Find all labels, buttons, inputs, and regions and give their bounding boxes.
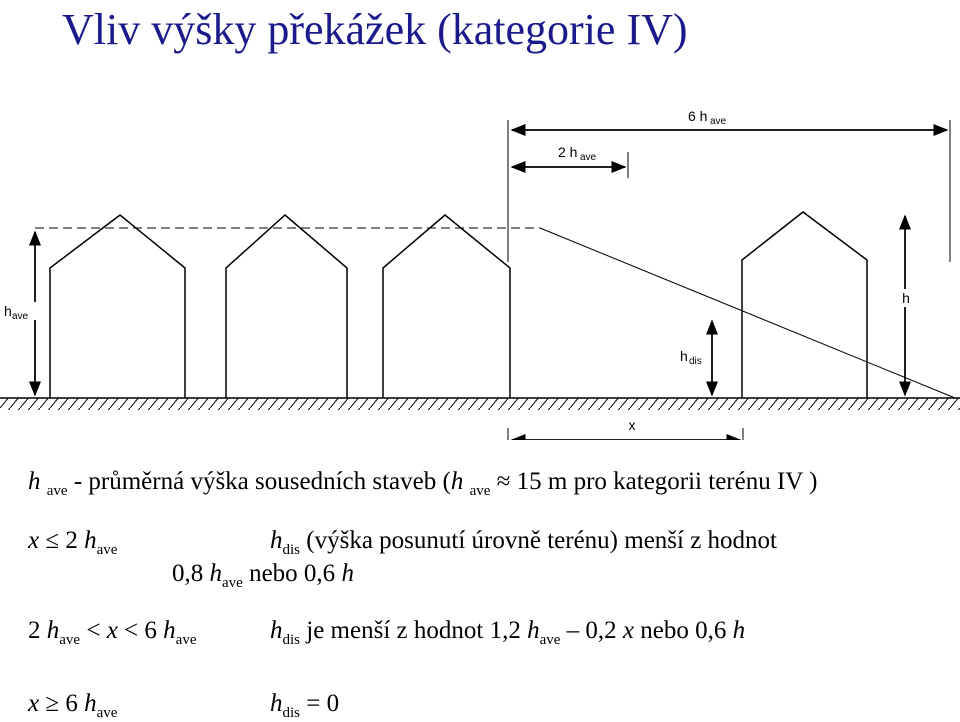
- label-6h-ave-sub: ave: [710, 116, 727, 127]
- building-2: [226, 215, 347, 398]
- label-x: x: [628, 417, 636, 433]
- ground: [0, 398, 960, 410]
- dimension-h-dis: [680, 321, 712, 395]
- rule-2-condition: 2 $h_{ave} < x < 6$ $h_{ave}$: [28, 617, 197, 648]
- label-2h-ave: 2 h: [558, 144, 578, 160]
- label-2h-ave-sub: ave: [580, 152, 597, 163]
- building-4: [742, 212, 867, 398]
- dimension-h-ave: [2, 232, 38, 395]
- label-h-ave: h: [4, 303, 12, 319]
- rule-1-result-line2: 0,8 $h_{ave}$ nebo 0,6 h: [172, 560, 354, 591]
- label-h-dis: h: [680, 348, 688, 364]
- dimension-6h-ave: [508, 108, 950, 262]
- definition-h-ave: h $_{ave}$ - průměrná výška sousedních staveb (h $_{ave}$ ≈ 15 m pro kategorii terénu IV ): [28, 468, 818, 499]
- building-3: [383, 215, 510, 398]
- displacement-slope-line: [540, 228, 955, 398]
- label-6h-ave: 6 h: [688, 108, 708, 124]
- rule-1-condition: x ≤ 2 $h_{ave}$: [28, 527, 118, 558]
- dimension-2h-ave: [512, 144, 628, 178]
- rule-2-result: $h_{dis}$ je menší z hodnot 1,2 $h_{ave} - 0,2$ x nebo 0,6 h: [270, 617, 746, 648]
- rule-3-condition: x ≥ 6 $h_{ave}$: [28, 690, 118, 721]
- rule-3-result: $h_{dis} = 0$: [270, 690, 340, 721]
- label-h: h: [902, 290, 910, 306]
- label-h-ave-sub: ave: [12, 311, 29, 322]
- page-title: Vliv výšky překážek (kategorie IV): [62, 5, 688, 54]
- dimension-x: [508, 417, 743, 440]
- rule-1-result: $h_{dis}$ (výška posunutí úrovně terénu) menší z hodnot: [270, 527, 778, 558]
- building-1: [50, 215, 185, 398]
- label-h-dis-sub: dis: [689, 356, 702, 367]
- dimension-h: [897, 216, 915, 395]
